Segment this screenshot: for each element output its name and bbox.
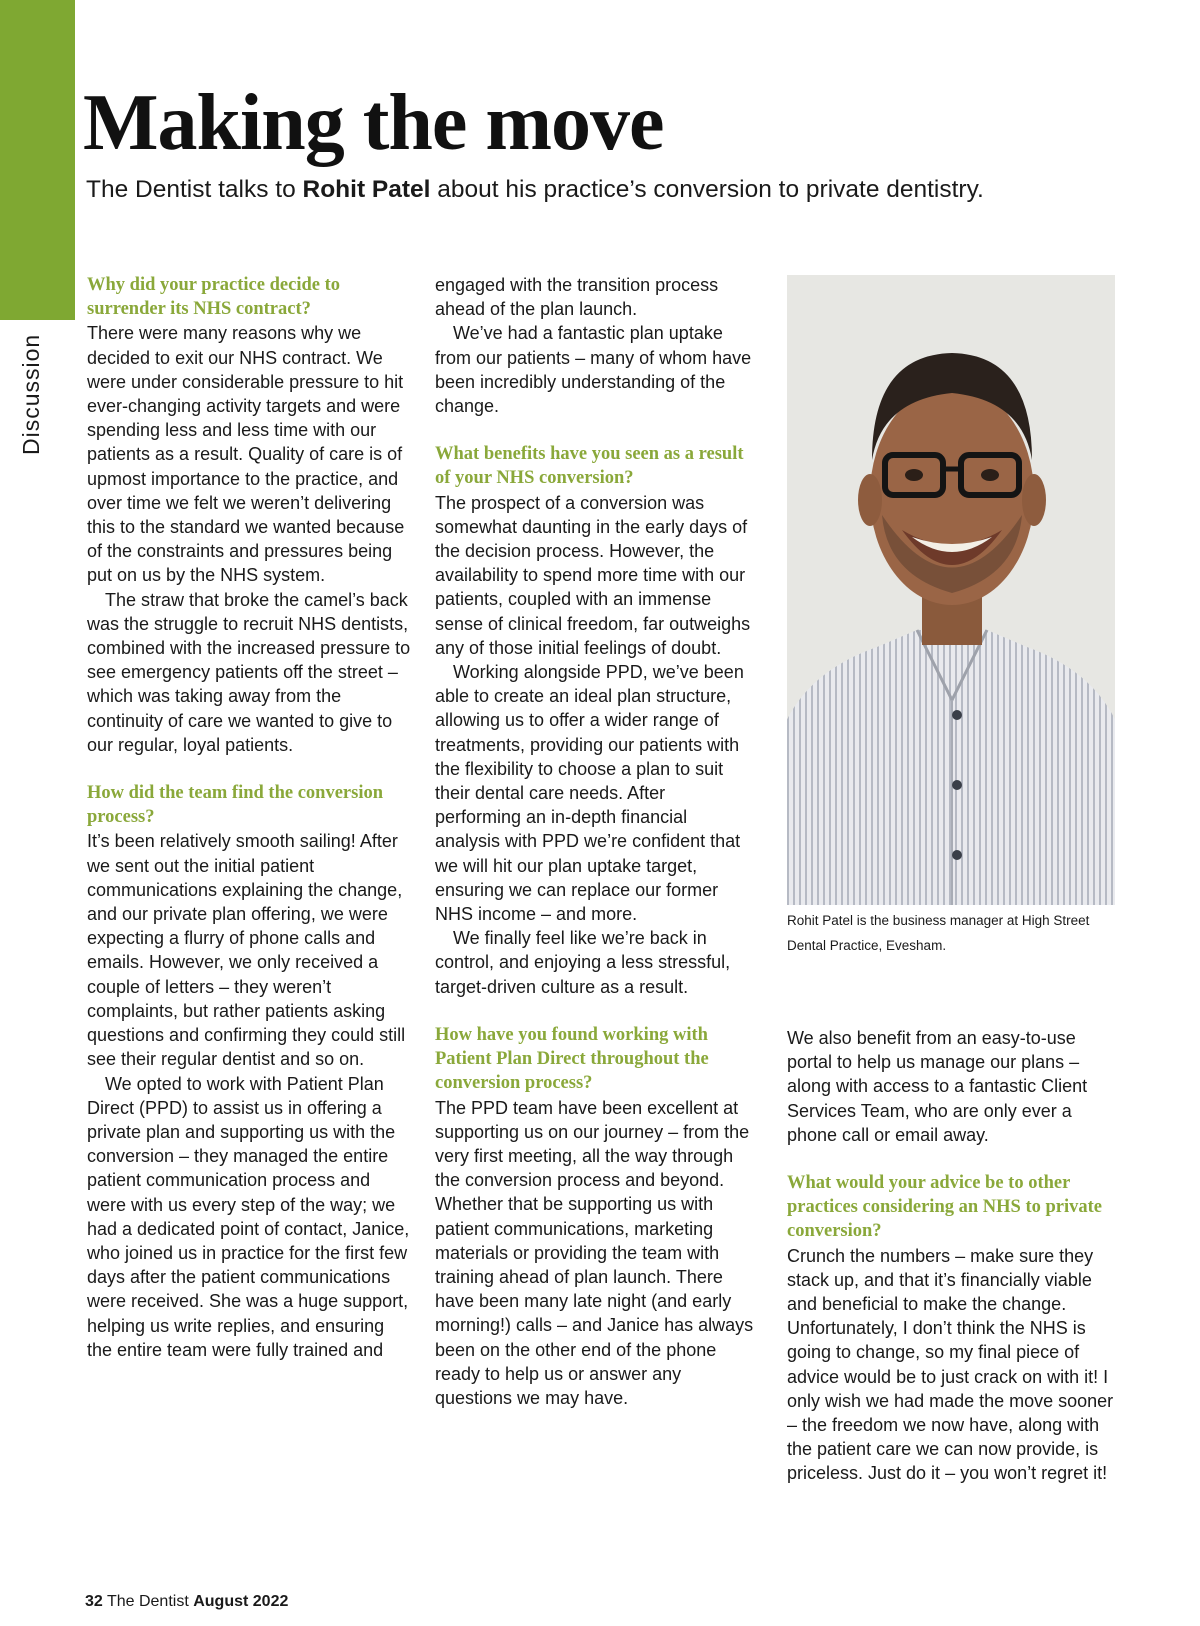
page-footer (85, 1593, 288, 1611)
question-heading: How did the team find the conversion process? (87, 783, 383, 828)
answer-paragraph: Crunch the numbers – make sure they stack up, and that it’s financially viable and beneficial to make the change. (787, 1245, 1094, 1315)
question-heading: Why did your practice decide to surrender its NHS contract? (87, 275, 340, 320)
article-column-2 (435, 273, 755, 1410)
article-standfirst (86, 176, 984, 204)
standfirst-topic: about his practice’s conversion to private dentistry. (430, 176, 984, 203)
interviewee-name: Rohit Patel (302, 176, 431, 203)
portrait-photo (787, 275, 1115, 905)
answer-paragraph: The prospect of a conversion was somewhat daunting in the early days of the decision process. However, the availability to spend more time with our patients, coupled with an immense sense of clinical freedom, far outweighs any of those initial feelings of doubt. (435, 492, 751, 658)
answer-paragraph: Unfortunately, I don’t think the NHS is going to change, so my final piece of advice would be to just crack on with it! I only wish we had made the move sooner – the freedom we now have, along with the patient care we can now provide, is priceless. Just do it – you won’t regret it! (787, 1318, 1114, 1484)
article-headline: Making the move (83, 79, 664, 167)
page-number: 32 (85, 1593, 103, 1610)
answer-paragraph: The PPD team have been excellent at supporting us on our journey – from the very first meeting, all the way through the conversion process and beyond. Whether that be supporting us with patient communications, marketing materials or providing the team with training ahead of plan launch. There have been many late night (and early morning!) calls – and Janice has always been on the other end of the phone ready to help us or answer any questions we may have. (435, 1097, 754, 1408)
answer-paragraph: It’s been relatively smooth sailing! After we sent out the initial patient communications explaining the change, and our private plan offering, we were expecting a flurry of phone calls and emails. However, we only received a couple of letters – they weren’t complaints, but rather patients asking questions and confirming they could still see their regular dentist and so on. (87, 831, 406, 1070)
portrait-illustration (787, 275, 1115, 905)
article-column-3 (787, 1026, 1117, 1486)
question-heading: What would your advice be to other practices considering an NHS to private conversion? (787, 1173, 1102, 1242)
publication-name: The Dentist (106, 1593, 189, 1610)
issue-date: August 2022 (193, 1593, 289, 1610)
section-label: Discussion (18, 333, 44, 455)
answer-paragraph: engaged with the transition process ahead of the plan launch. (435, 275, 719, 320)
question-heading: What benefits have you seen as a result of your NHS conversion? (435, 444, 744, 489)
answer-paragraph: Working alongside PPD, we’ve been able to create an ideal plan structure, allowing us to offer a wider range of treatments, providing our patients with the flexibility to choose a plan to suit their dental care needs. After performing an in-depth financial analysis with PPD we’re confident that we will hit our plan uptake target, ensuring we can replace our former NHS income – and more. (435, 662, 744, 925)
answer-paragraph: We’ve had a fantastic plan uptake from our patients – many of whom have been incredibly understanding of the change. (435, 323, 752, 417)
answer-paragraph: There were many reasons why we decided to exit our NHS contract. We were under considerable pressure to hit ever-changing activity targets and were spending less and less time with our patients as a result. Quality of care is of upmost importance to the practice, and over time we felt we weren’t delivering this to the standard we wanted because of the constraints and pressures being put on us by the NHS system. (87, 323, 405, 586)
answer-paragraph: We also benefit from an easy-to-use portal to help us manage our plans – along with access to a fantastic Client Services Team, who are only ever a phone call or email away. (787, 1028, 1088, 1145)
standfirst-intro: The Dentist talks to (86, 176, 303, 203)
article-column-1 (87, 273, 412, 1362)
question-heading: How have you found working with Patient Plan Direct throughout the conversion process? (435, 1024, 709, 1094)
answer-paragraph: We opted to work with Patient Plan Direct (PPD) to assist us in offering a private plan and supporting us with the conversion – they managed the entire patient communication process and were with us every step of the way; we had a dedicated point of contact, Janice, who joined us in practice for the first few days after the patient communications were received. She was a huge support, helping us write replies, and ensuring the entire team were fully trained and (87, 1073, 410, 1360)
answer-paragraph: We finally feel like we’re back in control, and enjoying a less stressful, target-driven culture as a result. (435, 928, 731, 997)
answer-paragraph: The straw that broke the camel’s back was the struggle to recruit NHS dentists, combined with the increased pressure to see emergency patients off the street – which was taking away from the continuity of care we wanted to give to our regular, loyal patients. (87, 589, 411, 755)
photo-caption: Rohit Patel is the business manager at High Street Dental Practice, Evesham. (787, 913, 1090, 953)
section-color-bar (0, 0, 75, 320)
